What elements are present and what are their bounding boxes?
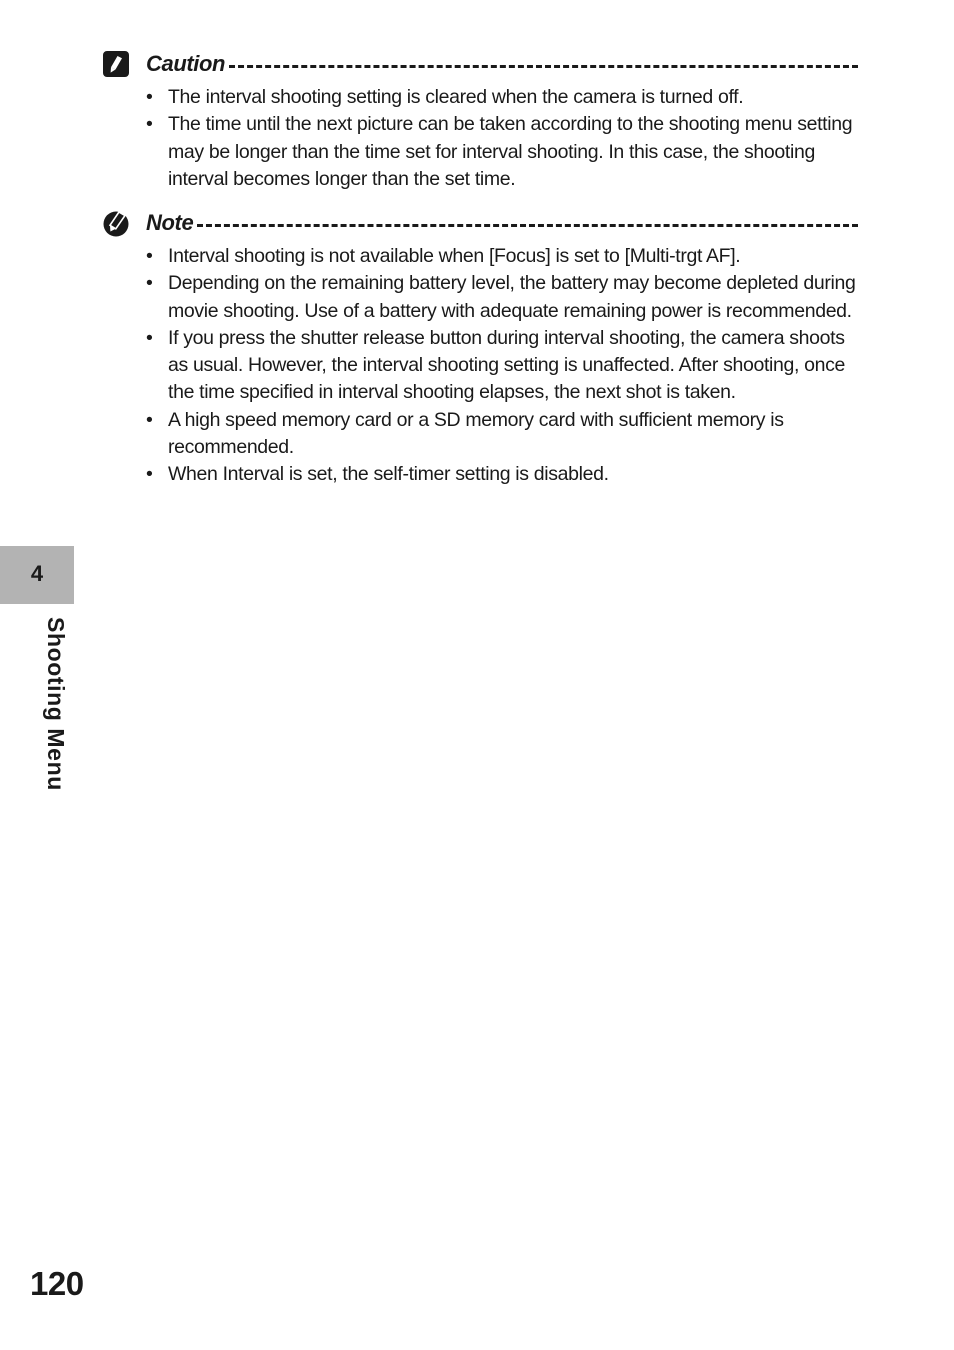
note-item-text: When Interval is set, the self-timer setting is disabled. xyxy=(168,463,609,486)
caution-item-text: The interval shooting setting is cleared when the camera is turned off. xyxy=(168,86,744,108)
note-dashed-rule xyxy=(197,224,858,227)
bullet-icon: • xyxy=(146,86,153,108)
page-number: 120 xyxy=(30,1265,84,1302)
note-item-text: A high speed memory card or a SD memory card with sufficient memory is recommended. xyxy=(168,408,784,459)
note-item xyxy=(102,270,858,325)
chapter-number: 4 xyxy=(30,561,44,586)
note-header xyxy=(102,209,858,239)
caution-title: Caution xyxy=(146,51,226,76)
note-list xyxy=(102,243,858,489)
chapter-title: Shooting Menu xyxy=(43,617,69,791)
note-item xyxy=(102,461,858,488)
bullet-icon: • xyxy=(146,408,153,431)
bullet-icon: • xyxy=(146,113,153,136)
chapter-tab xyxy=(0,546,74,604)
bullet-icon: • xyxy=(146,245,153,267)
bullet-icon: • xyxy=(146,272,153,295)
note-item xyxy=(102,325,858,407)
note-item-text: Interval shooting is not available when [Focus] is set to [Multi-trgt AF]. xyxy=(168,245,741,267)
note-pencil-icon xyxy=(102,209,130,237)
note-item xyxy=(102,407,858,462)
caution-dashed-rule xyxy=(229,65,858,68)
caution-list xyxy=(102,84,858,193)
note-title: Note xyxy=(146,210,194,235)
note-item-text: If you press the shutter release button during interval shooting, the camera shoots as usual. However, the interval shooting setting is unaffected. After shooting, once the time specified in interval shooting elapses, the next shot is taken. xyxy=(168,326,846,404)
caution-section xyxy=(102,50,858,193)
note-item xyxy=(102,243,858,270)
caution-item xyxy=(102,111,858,193)
caution-item xyxy=(102,84,858,111)
bullet-icon: • xyxy=(146,463,153,486)
bullet-icon: • xyxy=(146,326,153,349)
note-section xyxy=(102,209,858,489)
caution-item-text: The time until the next picture can be taken according to the shooting menu setting may be longer than the time set for interval shooting. In this case, the shooting interval becomes longer than the set time. xyxy=(168,113,853,190)
caution-header xyxy=(102,50,858,80)
note-item-text: Depending on the remaining battery level, the battery may become depleted during movie shooting. Use of a battery with adequate remaining power is recommended. xyxy=(168,272,856,322)
caution-pencil-icon xyxy=(102,50,130,78)
